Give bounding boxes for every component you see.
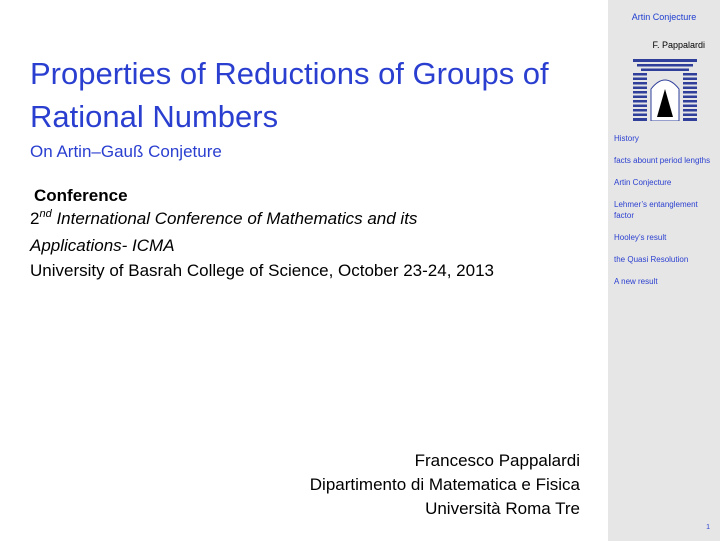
conference-name-continued: Applications- ICMA xyxy=(30,236,175,255)
page-number: 1 xyxy=(706,524,710,531)
conference-name-text: International Conference of Mathematics and its xyxy=(56,209,418,228)
author-name: Francesco Pappalardi xyxy=(414,451,580,470)
sidebar-item-history[interactable]: History xyxy=(614,134,639,143)
conference-venue-date: University of Basrah College of Science, October 23-24, 2013 xyxy=(30,261,494,280)
conference-name xyxy=(30,209,417,229)
slide-title: Properties of Reductions of Groups of Rational Numbers xyxy=(30,56,549,134)
sidebar-short-title[interactable]: Artin Conjecture xyxy=(631,12,697,22)
sidebar-nav xyxy=(614,133,714,298)
sidebar-short-author[interactable] xyxy=(608,40,720,50)
sidebar xyxy=(608,0,720,541)
sidebar-item-artin-conjecture[interactable]: Artin Conjecture xyxy=(614,178,672,187)
author-university: Università Roma Tre xyxy=(425,499,580,518)
roma-tre-logo xyxy=(633,59,697,121)
slide-subtitle: On Artin–Gauß Conjeture xyxy=(30,142,222,161)
sidebar-item-period-lengths[interactable]: facts abount period lengths xyxy=(614,156,711,165)
sidebar-item-quasi-resolution[interactable]: the Quasi Resolution xyxy=(614,255,689,264)
sidebar-short-author-text: F. Pappalardi xyxy=(652,40,705,50)
conference-ordinal-suffix: nd xyxy=(39,208,52,220)
conference-ordinal-number: 2 xyxy=(30,209,40,228)
author-block xyxy=(310,449,580,521)
author-department: Dipartimento di Matematica e Fisica xyxy=(309,475,580,494)
sidebar-item-new-result[interactable]: A new result xyxy=(614,277,658,286)
sidebar-item-hooley-result[interactable]: Hooley’s result xyxy=(614,233,667,242)
sidebar-item-lehmer-entanglement[interactable]: Lehmer’s entanglement factor xyxy=(614,200,698,220)
conference-heading: Conference xyxy=(34,186,128,205)
